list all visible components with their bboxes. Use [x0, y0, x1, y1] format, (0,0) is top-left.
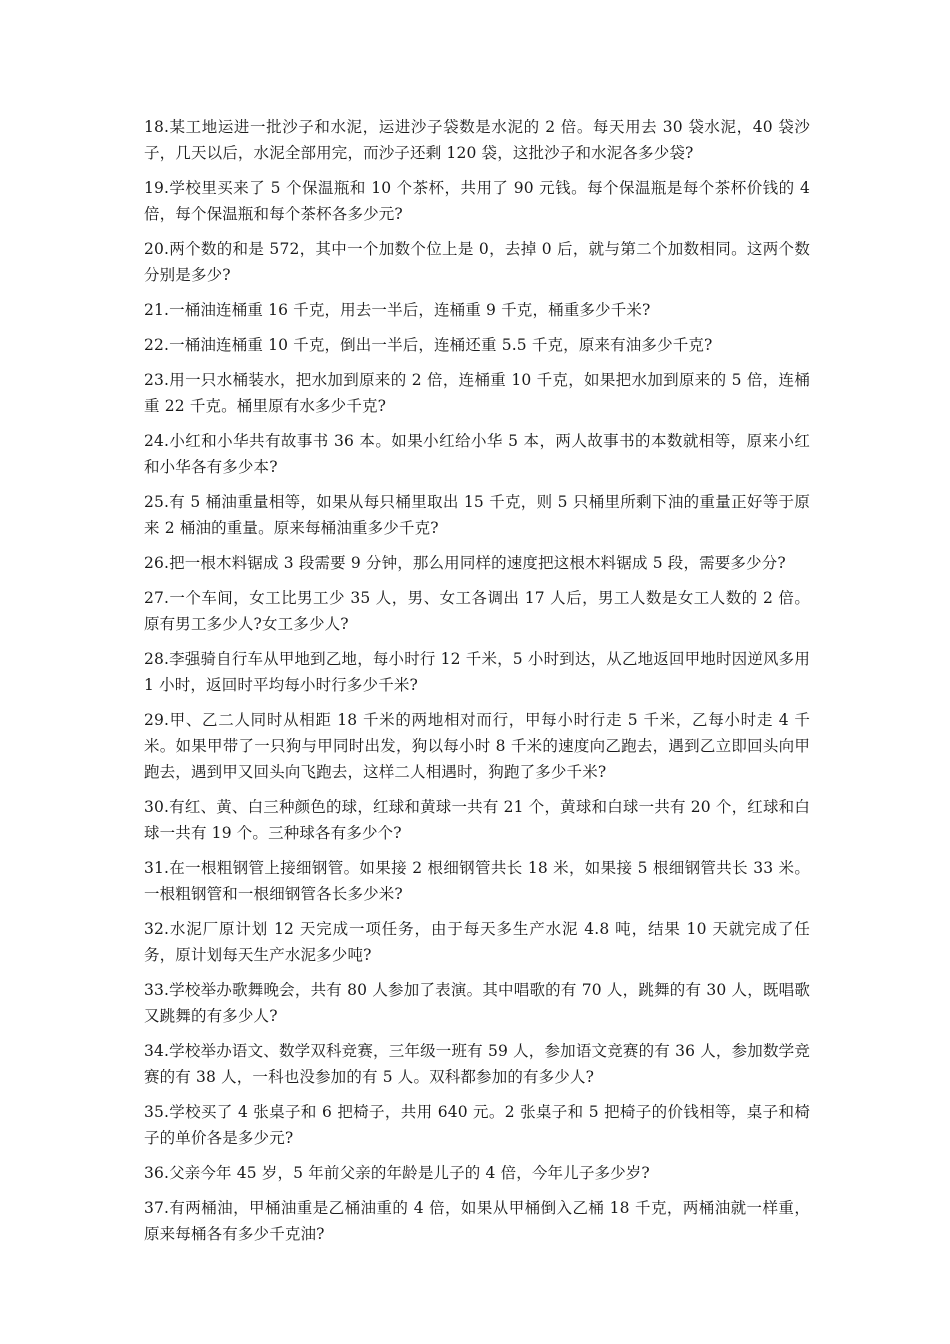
problem-18: 18.某工地运进一批沙子和水泥，运进沙子袋数是水泥的 2 倍。每天用去 30 袋水泥，40 袋沙子，几天以后，水泥全部用完，而沙子还剩 120 袋，这批沙子和水泥各多少袋? [144, 118, 810, 162]
problem-25: 25.有 5 桶油重量相等，如果从每只桶里取出 15 千克，则 5 只桶里所剩下油的重量正好等于原来 2 桶油的重量。原来每桶油重多少千克? [144, 493, 810, 537]
problem-22: 22.一桶油连桶重 10 千克，倒出一半后，连桶还重 5.5 千克，原来有油多少千克? [144, 336, 713, 354]
problem-23: 23.用一只水桶装水，把水加到原来的 2 倍，连桶重 10 千克，如果把水加到原来的 5 倍，连桶重 22 千克。桶里原有水多少千克? [144, 371, 810, 415]
problem-29: 29.甲、乙二人同时从相距 18 千米的两地相对而行，甲每小时行走 5 千米，乙每小时走 4 千米。如果甲带了一只狗与甲同时出发，狗以每小时 8 千米的速度向乙跑去，遇到乙立即回头向甲跑去，遇到甲又回头向飞跑去，这样二人相遇时，狗跑了多少千米? [144, 711, 810, 781]
problem-28: 28.李强骑自行车从甲地到乙地，每小时行 12 千米，5 小时到达，从乙地返回甲地时因逆风多用 1 小时，返回时平均每小时行多少千米? [144, 650, 810, 694]
problem-19: 19.学校里买来了 5 个保温瓶和 10 个茶杯，共用了 90 元钱。每个保温瓶是每个茶杯价钱的 4 倍，每个保温瓶和每个茶杯各多少元? [144, 179, 810, 223]
problem-21: 21.一桶油连桶重 16 千克，用去一半后，连桶重 9 千克，桶重多少千米? [144, 301, 651, 319]
problem-20: 20.两个数的和是 572，其中一个加数个位上是 0，去掉 0 后，就与第二个加数相同。这两个数分别是多少? [144, 240, 810, 284]
problem-37: 37.有两桶油，甲桶油重是乙桶油重的 4 倍，如果从甲桶倒入乙桶 18 千克，两桶油就一样重，原来每桶各有多少千克油? [144, 1199, 810, 1243]
problem-35: 35.学校买了 4 张桌子和 6 把椅子，共用 640 元。2 张桌子和 5 把椅子的价钱相等，桌子和椅子的单价各是多少元? [144, 1103, 810, 1147]
problem-32: 32.水泥厂原计划 12 天完成一项任务，由于每天多生产水泥 4.8 吨，结果 10 天就完成了任务，原计划每天生产水泥多少吨? [144, 920, 810, 964]
problem-30: 30.有红、黄、白三种颜色的球，红球和黄球一共有 21 个，黄球和白球一共有 20 个，红球和白球一共有 19 个。三种球各有多少个? [144, 798, 810, 842]
problem-26: 26.把一根木料锯成 3 段需要 9 分钟，那么用同样的速度把这根木料锯成 5 段，需要多少分? [144, 554, 786, 572]
problem-31: 31.在一根粗钢管上接细钢管。如果接 2 根细钢管共长 18 米，如果接 5 根细钢管共长 33 米。一根粗钢管和一根细钢管各长多少米? [144, 859, 810, 903]
problem-34: 34.学校举办语文、数学双科竞赛，三年级一班有 59 人，参加语文竞赛的有 36 人，参加数学竞赛的有 38 人，一科也没参加的有 5 人。双科都参加的有多少人? [144, 1042, 810, 1086]
problem-27: 27.一个车间，女工比男工少 35 人，男、女工各调出 17 人后，男工人数是女工人数的 2 倍。原有男工多少人?女工多少人? [144, 589, 810, 633]
problem-list [144, 114, 810, 1256]
problem-24: 24.小红和小华共有故事书 36 本。如果小红给小华 5 本，两人故事书的本数就相等，原来小红和小华各有多少本? [144, 432, 810, 476]
problem-36: 36.父亲今年 45 岁，5 年前父亲的年龄是儿子的 4 倍，今年儿子多少岁? [144, 1164, 650, 1182]
problem-33: 33.学校举办歌舞晚会，共有 80 人参加了表演。其中唱歌的有 70 人，跳舞的有 30 人，既唱歌又跳舞的有多少人? [144, 981, 810, 1025]
